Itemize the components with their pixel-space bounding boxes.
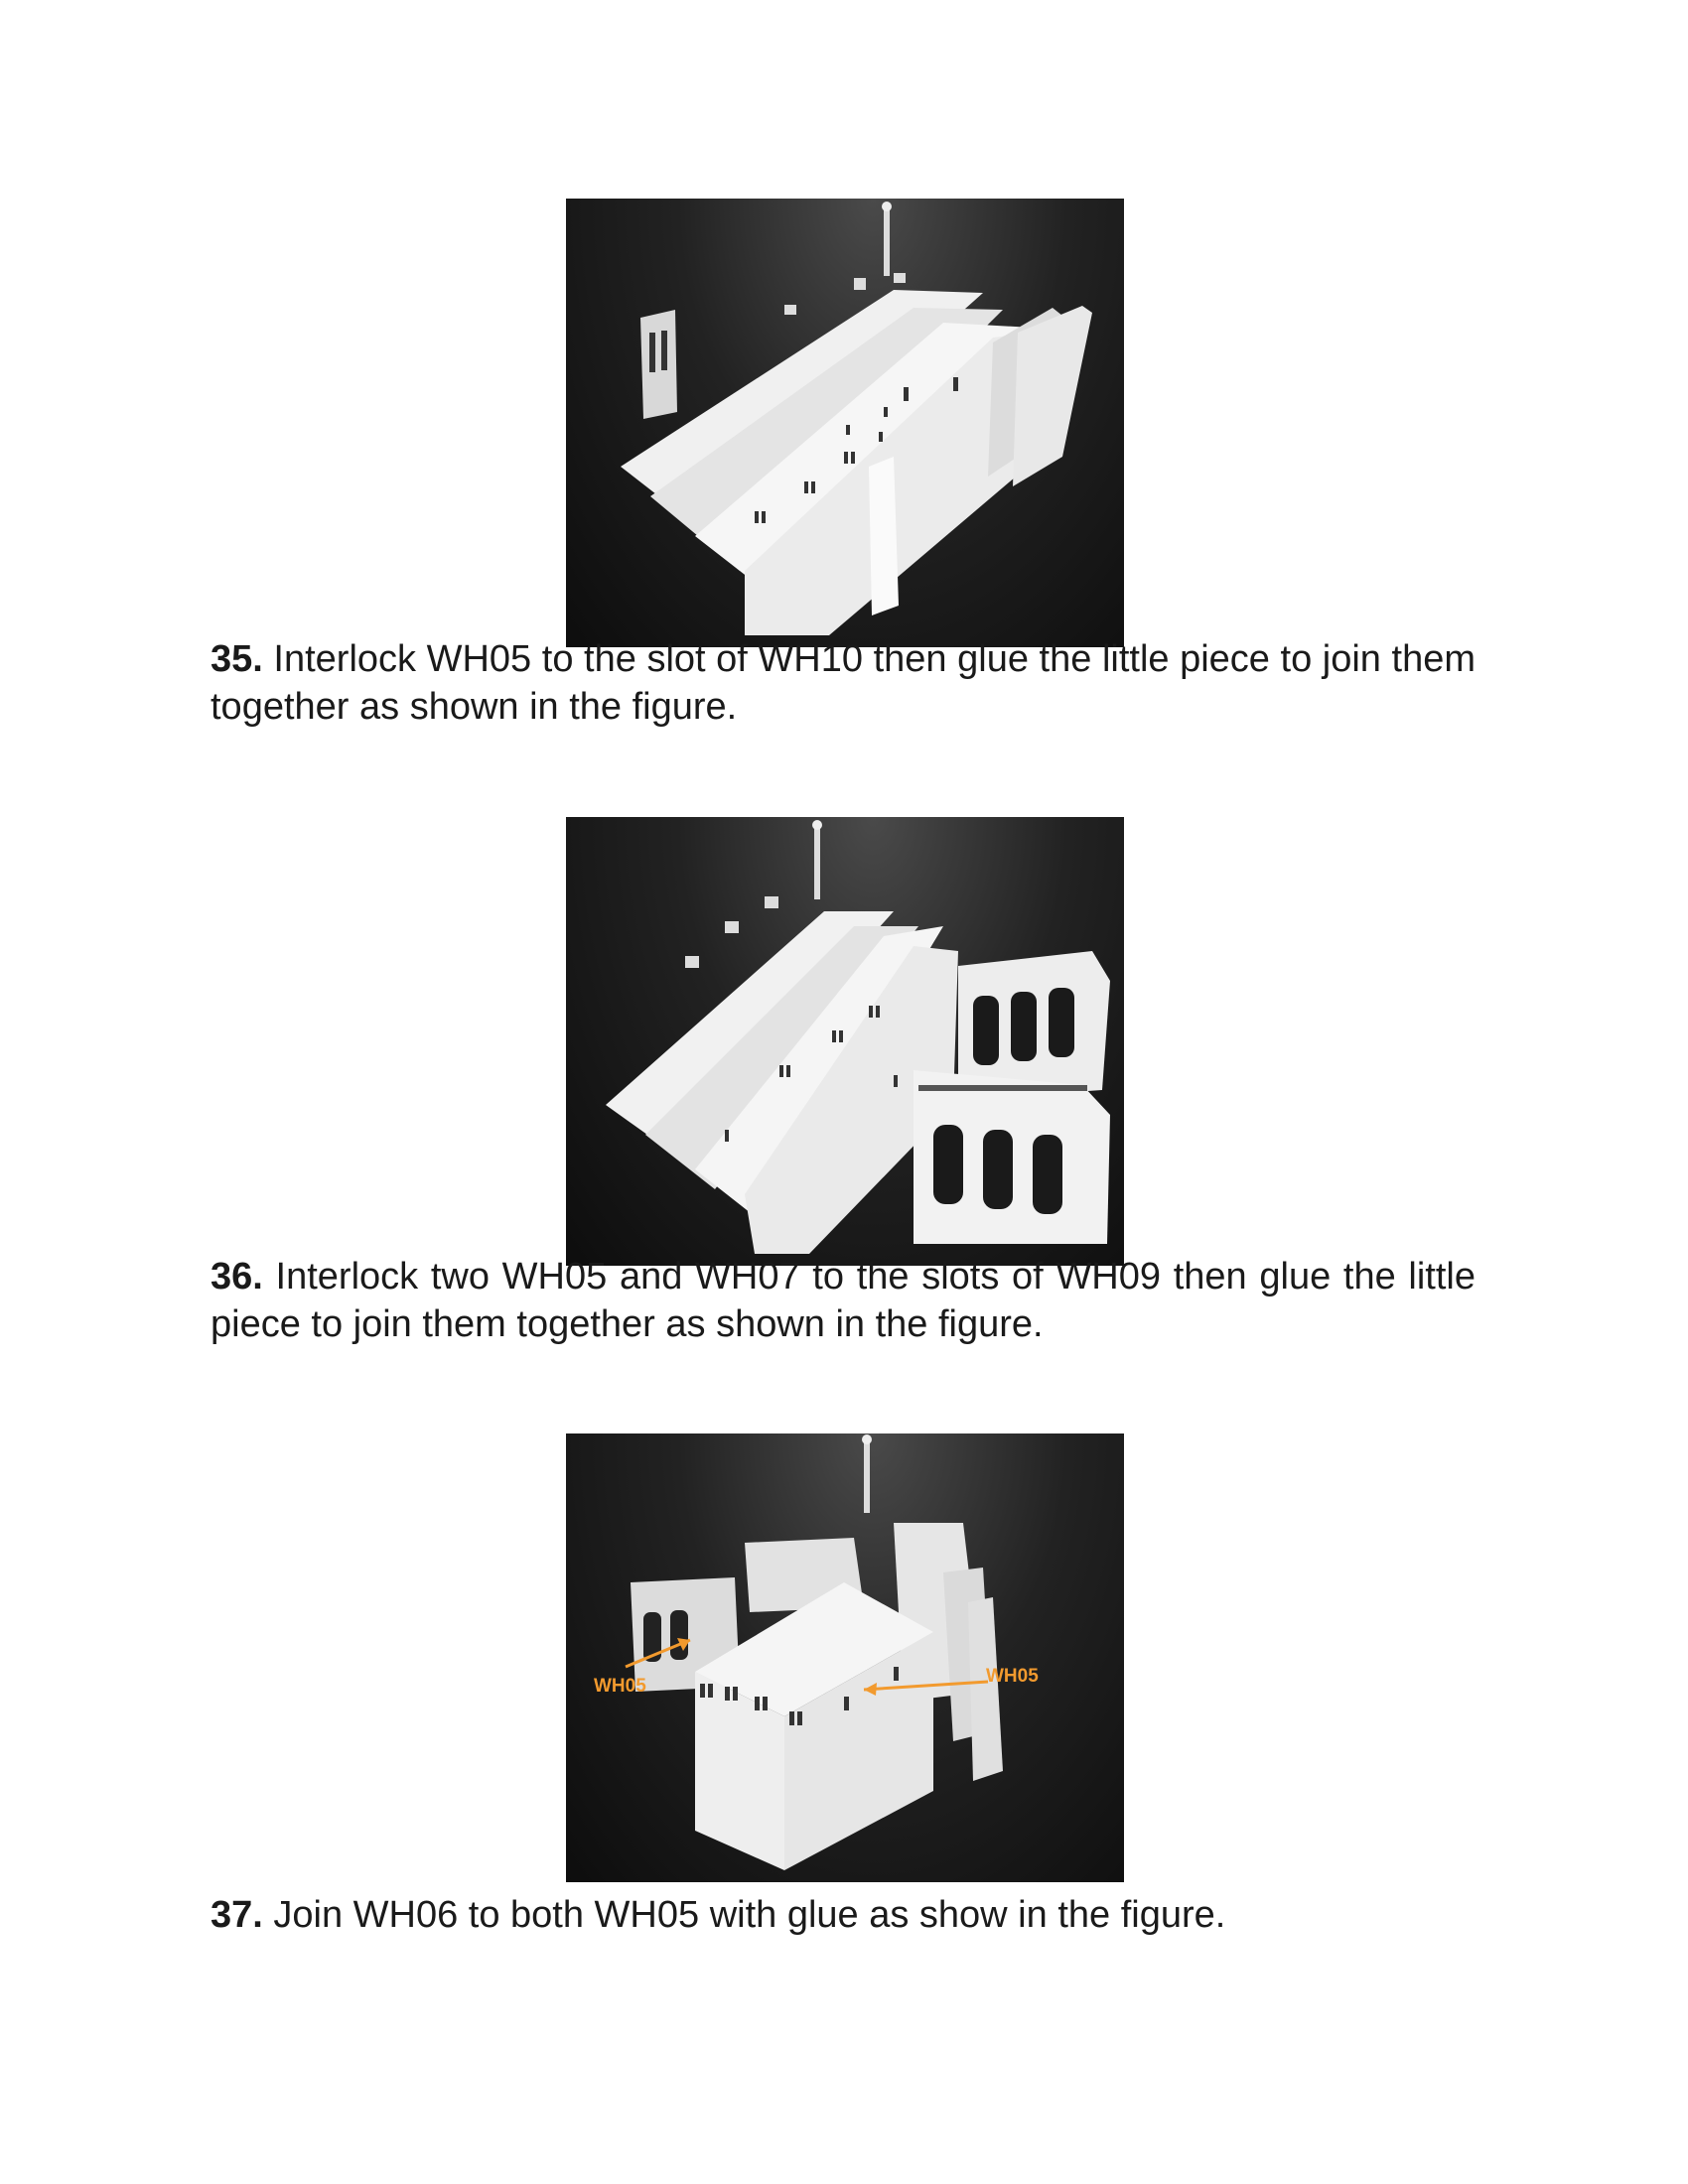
step-37-caption	[211, 1891, 1476, 1939]
step-text: Join WH06 to both WH05 with glue as show in the figure.	[273, 1894, 1226, 1936]
step-number: 36.	[211, 1256, 263, 1297]
building-model-image	[566, 1433, 1124, 1882]
step-text: Interlock WH05 to the slot of WH10 then glue the little piece to join them together as shown in the figure.	[211, 638, 1476, 728]
step-36-caption	[211, 1253, 1476, 1348]
step-number: 37.	[211, 1894, 263, 1936]
step-number: 35.	[211, 638, 263, 680]
building-model-image	[566, 817, 1124, 1266]
building-model-image	[566, 199, 1124, 647]
step-35-caption	[211, 635, 1476, 731]
step-37-photo	[566, 1433, 1124, 1882]
photo-label-left: WH05	[594, 1676, 646, 1697]
step-36-photo	[566, 817, 1124, 1266]
photo-label-right: WH05	[986, 1666, 1039, 1687]
step-35-photo	[566, 199, 1124, 647]
step-text: Interlock two WH05 and WH07 to the slots of WH09 then glue the little piece to join them together as shown in the figure.	[211, 1256, 1477, 1345]
